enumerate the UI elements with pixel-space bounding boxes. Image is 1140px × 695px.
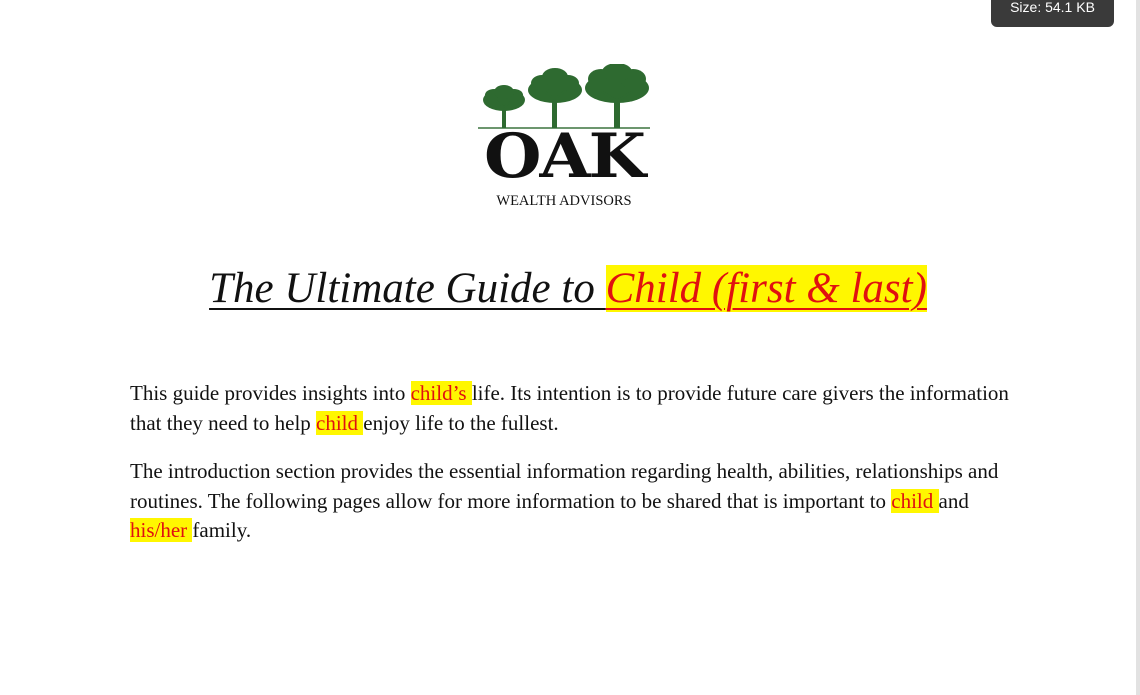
file-size-text: Size: 54.1 KB <box>1010 0 1095 15</box>
p2-text-1: The introduction section provides the essential information regarding health, abilities, relationships and routines. The following pages allow for more information to be shared that is important to <box>130 459 999 513</box>
company-logo <box>474 62 654 212</box>
logo-wordmark: OAK <box>483 120 645 192</box>
intro-paragraph-2 <box>130 457 1010 546</box>
intro-paragraph-1 <box>130 379 1010 438</box>
p1-text-3: enjoy life to the fullest. <box>363 410 559 435</box>
p1-text-1: This guide provides insights into <box>130 381 411 405</box>
title-prefix: The Ultimate Guide to <box>209 265 606 312</box>
title-placeholder-highlight: Child (first & last) <box>605 265 927 312</box>
p1-placeholder-child: child <box>316 410 364 435</box>
p2-text-2: and <box>938 488 969 513</box>
p2-placeholder-his-her: his/her <box>130 518 193 542</box>
vertical-scrollbar[interactable] <box>1136 0 1140 695</box>
p1-text-2: life. Its intention is to provide future care givers the information that they need to help <box>130 381 1009 435</box>
p2-placeholder-child: child <box>891 488 939 513</box>
p2-text-3: family. <box>192 518 252 542</box>
logo-subtitle: WEALTH ADVISORS <box>496 193 632 209</box>
p1-placeholder-childs: child’s <box>410 381 472 405</box>
file-size-badge <box>991 0 1114 27</box>
document-title <box>0 262 1136 316</box>
